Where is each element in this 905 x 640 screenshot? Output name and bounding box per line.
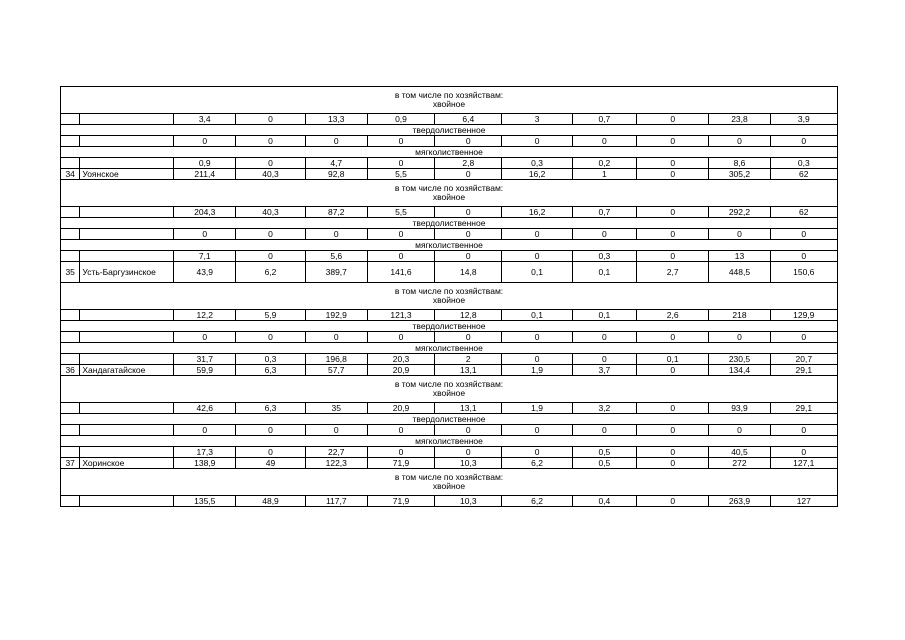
district-name — [80, 332, 174, 343]
value-cell: 389,7 — [305, 262, 367, 283]
value-cell: 0,3 — [572, 251, 636, 262]
value-cell: 0 — [435, 251, 502, 262]
value-cell: 0 — [236, 251, 305, 262]
value-cell: 0 — [435, 207, 502, 218]
value-cell: 211,4 — [174, 169, 236, 180]
subgroup-values-row — [61, 354, 838, 365]
value-cell: 196,8 — [305, 354, 367, 365]
value-cell: 204,3 — [174, 207, 236, 218]
value-cell: 2,7 — [637, 262, 709, 283]
value-cell: 0 — [637, 158, 709, 169]
value-cell: 16,2 — [502, 207, 572, 218]
value-cell: 1,9 — [502, 365, 572, 376]
caption-in-total: в том числе по хозяйствам: — [394, 183, 504, 193]
subgroup-caption-row — [61, 283, 838, 310]
value-cell: 13,3 — [305, 114, 367, 125]
district-name — [80, 229, 174, 240]
value-cell: 0 — [435, 447, 502, 458]
value-cell: 5,9 — [236, 310, 305, 321]
subgroup-values-row — [61, 251, 838, 262]
district-name: Хандагатайское — [80, 365, 174, 376]
district-name — [80, 136, 174, 147]
value-cell: 71,9 — [367, 496, 434, 507]
value-cell: 5,6 — [305, 251, 367, 262]
row-number — [61, 229, 80, 240]
caption-coniferous: хвойное — [432, 481, 466, 491]
district-name: Усть-Баргузинское — [80, 262, 174, 283]
value-cell: 2 — [435, 354, 502, 365]
value-cell: 29,1 — [770, 365, 837, 376]
value-cell: 0 — [770, 136, 837, 147]
value-cell: 0 — [367, 158, 434, 169]
value-cell: 0 — [236, 229, 305, 240]
row-number — [61, 310, 80, 321]
value-cell: 0 — [305, 425, 367, 436]
value-cell: 141,6 — [367, 262, 434, 283]
softwood-caption-row — [61, 436, 838, 447]
value-cell: 0,7 — [572, 207, 636, 218]
value-cell: 2,6 — [637, 310, 709, 321]
caption-in-total: в том числе по хозяйствам: — [394, 379, 504, 389]
value-cell: 13,1 — [435, 403, 502, 414]
subgroup-values-row — [61, 229, 838, 240]
softwood-caption: мягколиственное — [61, 343, 838, 354]
value-cell: 0,2 — [572, 158, 636, 169]
value-cell: 20,9 — [367, 403, 434, 414]
value-cell: 59,9 — [174, 365, 236, 376]
hardwood-caption-row — [61, 218, 838, 229]
value-cell: 0 — [236, 158, 305, 169]
value-cell: 0 — [236, 425, 305, 436]
value-cell: 0,3 — [502, 158, 572, 169]
caption-coniferous: хвойное — [432, 99, 466, 109]
subgroup-caption-row — [61, 87, 838, 114]
hardwood-caption-row — [61, 125, 838, 136]
value-cell: 0 — [174, 136, 236, 147]
district-name — [80, 114, 174, 125]
value-cell: 42,6 — [174, 403, 236, 414]
softwood-caption-row — [61, 147, 838, 158]
subgroup-values-row — [61, 447, 838, 458]
value-cell: 87,2 — [305, 207, 367, 218]
value-cell: 0,1 — [572, 310, 636, 321]
value-cell: 92,8 — [305, 169, 367, 180]
value-cell: 0 — [770, 447, 837, 458]
row-number: 37 — [61, 458, 80, 469]
value-cell: 0 — [502, 136, 572, 147]
value-cell: 6,2 — [502, 458, 572, 469]
row-number: 35 — [61, 262, 80, 283]
softwood-caption: мягколиственное — [61, 436, 838, 447]
subgroup-values-row — [61, 207, 838, 218]
value-cell: 6,3 — [236, 365, 305, 376]
value-cell: 0 — [435, 425, 502, 436]
value-cell: 0 — [637, 136, 709, 147]
value-cell: 448,5 — [709, 262, 770, 283]
value-cell: 12,2 — [174, 310, 236, 321]
value-cell: 0 — [709, 332, 770, 343]
value-cell: 0 — [435, 169, 502, 180]
value-cell: 0 — [367, 136, 434, 147]
row-number: 36 — [61, 365, 80, 376]
value-cell: 305,2 — [709, 169, 770, 180]
value-cell: 0 — [367, 425, 434, 436]
value-cell: 7,1 — [174, 251, 236, 262]
value-cell: 6,3 — [236, 403, 305, 414]
value-cell: 218 — [709, 310, 770, 321]
table-body — [61, 87, 838, 507]
value-cell: 0 — [502, 425, 572, 436]
value-cell: 6,2 — [502, 496, 572, 507]
value-cell: 0 — [236, 447, 305, 458]
value-cell: 40,3 — [236, 169, 305, 180]
value-cell: 0 — [502, 447, 572, 458]
value-cell: 0 — [637, 458, 709, 469]
value-cell: 0 — [305, 332, 367, 343]
subgroup-caption — [61, 376, 838, 403]
value-cell: 129,9 — [770, 310, 837, 321]
value-cell: 22,7 — [305, 447, 367, 458]
subgroup-values-row — [61, 158, 838, 169]
value-cell: 40,5 — [709, 447, 770, 458]
value-cell: 0 — [305, 229, 367, 240]
value-cell: 150,6 — [770, 262, 837, 283]
value-cell: 292,2 — [709, 207, 770, 218]
value-cell: 0 — [367, 447, 434, 458]
value-cell: 4,7 — [305, 158, 367, 169]
value-cell: 6,4 — [435, 114, 502, 125]
value-cell: 20,3 — [367, 354, 434, 365]
value-cell: 0 — [367, 251, 434, 262]
value-cell: 0 — [435, 332, 502, 343]
value-cell: 3,7 — [572, 365, 636, 376]
hardwood-caption: твердолиственное — [61, 321, 838, 332]
softwood-caption: мягколиственное — [61, 240, 838, 251]
value-cell: 8,6 — [709, 158, 770, 169]
caption-in-total: в том числе по хозяйствам: — [394, 90, 504, 100]
subgroup-caption — [61, 469, 838, 496]
value-cell: 0 — [637, 229, 709, 240]
value-cell: 14,8 — [435, 262, 502, 283]
subgroup-values-row — [61, 332, 838, 343]
value-cell: 0,1 — [502, 262, 572, 283]
subgroup-caption — [61, 87, 838, 114]
value-cell: 138,9 — [174, 458, 236, 469]
value-cell: 0,5 — [572, 458, 636, 469]
value-cell: 20,7 — [770, 354, 837, 365]
value-cell: 0 — [637, 251, 709, 262]
value-cell: 0 — [367, 229, 434, 240]
value-cell: 0 — [502, 229, 572, 240]
value-cell: 0 — [502, 332, 572, 343]
value-cell: 0 — [637, 425, 709, 436]
value-cell: 93,9 — [709, 403, 770, 414]
row-number — [61, 114, 80, 125]
subgroup-caption-row — [61, 376, 838, 403]
softwood-caption-row — [61, 240, 838, 251]
row-number — [61, 354, 80, 365]
value-cell: 48,9 — [236, 496, 305, 507]
value-cell: 0 — [637, 496, 709, 507]
district-name: Хоринское — [80, 458, 174, 469]
value-cell: 122,3 — [305, 458, 367, 469]
caption-coniferous: хвойное — [432, 295, 466, 305]
row-number — [61, 207, 80, 218]
district-name — [80, 447, 174, 458]
value-cell: 0 — [709, 229, 770, 240]
value-cell: 57,7 — [305, 365, 367, 376]
value-cell: 62 — [770, 169, 837, 180]
district-row — [61, 262, 838, 283]
row-number — [61, 496, 80, 507]
district-name — [80, 403, 174, 414]
value-cell: 0 — [236, 136, 305, 147]
row-number — [61, 158, 80, 169]
value-cell: 0 — [174, 229, 236, 240]
value-cell: 0 — [174, 332, 236, 343]
value-cell: 13,1 — [435, 365, 502, 376]
value-cell: 3,9 — [770, 114, 837, 125]
value-cell: 16,2 — [502, 169, 572, 180]
value-cell: 3,4 — [174, 114, 236, 125]
value-cell: 62 — [770, 207, 837, 218]
subgroup-values-row — [61, 425, 838, 436]
row-number — [61, 136, 80, 147]
value-cell: 0 — [502, 251, 572, 262]
subgroup-values-row — [61, 310, 838, 321]
value-cell: 192,9 — [305, 310, 367, 321]
value-cell: 0,5 — [572, 447, 636, 458]
value-cell: 0 — [236, 114, 305, 125]
value-cell: 263,9 — [709, 496, 770, 507]
value-cell: 71,9 — [367, 458, 434, 469]
caption-coniferous: хвойное — [432, 192, 466, 202]
value-cell: 0 — [709, 136, 770, 147]
value-cell: 0 — [502, 354, 572, 365]
district-name: Уоянское — [80, 169, 174, 180]
subgroup-caption-row — [61, 469, 838, 496]
value-cell: 230,5 — [709, 354, 770, 365]
value-cell: 0 — [435, 136, 502, 147]
row-number — [61, 425, 80, 436]
district-name — [80, 354, 174, 365]
value-cell: 0,7 — [572, 114, 636, 125]
value-cell: 20,9 — [367, 365, 434, 376]
value-cell: 1,9 — [502, 403, 572, 414]
value-cell: 0 — [637, 403, 709, 414]
value-cell: 0 — [305, 136, 367, 147]
value-cell: 6,2 — [236, 262, 305, 283]
subgroup-values-row — [61, 136, 838, 147]
caption-coniferous: хвойное — [432, 388, 466, 398]
value-cell: 0,1 — [502, 310, 572, 321]
softwood-caption: мягколиственное — [61, 147, 838, 158]
caption-in-total: в том числе по хозяйствам: — [394, 286, 504, 296]
value-cell: 29,1 — [770, 403, 837, 414]
value-cell: 0 — [770, 229, 837, 240]
district-row — [61, 365, 838, 376]
subgroup-caption — [61, 283, 838, 310]
value-cell: 13 — [709, 251, 770, 262]
value-cell: 0 — [637, 332, 709, 343]
value-cell: 0 — [637, 365, 709, 376]
value-cell: 0,3 — [236, 354, 305, 365]
value-cell: 1 — [572, 169, 636, 180]
value-cell: 0 — [637, 207, 709, 218]
value-cell: 272 — [709, 458, 770, 469]
value-cell: 127,1 — [770, 458, 837, 469]
value-cell: 127 — [770, 496, 837, 507]
value-cell: 0 — [770, 425, 837, 436]
value-cell: 0,1 — [572, 262, 636, 283]
district-name — [80, 496, 174, 507]
value-cell: 40,3 — [236, 207, 305, 218]
value-cell: 135,5 — [174, 496, 236, 507]
value-cell: 43,9 — [174, 262, 236, 283]
subgroup-values-row — [61, 496, 838, 507]
value-cell: 0 — [572, 332, 636, 343]
row-number — [61, 447, 80, 458]
value-cell: 23,8 — [709, 114, 770, 125]
value-cell: 0 — [770, 251, 837, 262]
value-cell: 0,4 — [572, 496, 636, 507]
value-cell: 0 — [572, 354, 636, 365]
value-cell: 0,1 — [637, 354, 709, 365]
value-cell: 12,8 — [435, 310, 502, 321]
value-cell: 3 — [502, 114, 572, 125]
value-cell: 0 — [637, 169, 709, 180]
value-cell: 0 — [572, 229, 636, 240]
value-cell: 35 — [305, 403, 367, 414]
hardwood-caption-row — [61, 321, 838, 332]
value-cell: 0 — [174, 425, 236, 436]
value-cell: 0 — [709, 425, 770, 436]
value-cell: 2,8 — [435, 158, 502, 169]
district-row — [61, 169, 838, 180]
row-number — [61, 251, 80, 262]
value-cell: 121,3 — [367, 310, 434, 321]
row-number — [61, 403, 80, 414]
value-cell: 3,2 — [572, 403, 636, 414]
subgroup-caption-row — [61, 180, 838, 207]
forest-data-table — [60, 86, 838, 507]
district-name — [80, 425, 174, 436]
value-cell: 0 — [435, 229, 502, 240]
value-cell: 0 — [572, 425, 636, 436]
district-name — [80, 310, 174, 321]
caption-in-total: в том числе по хозяйствам: — [394, 472, 504, 482]
district-row — [61, 458, 838, 469]
district-name — [80, 207, 174, 218]
subgroup-values-row — [61, 403, 838, 414]
value-cell: 0,3 — [770, 158, 837, 169]
value-cell: 0,9 — [174, 158, 236, 169]
hardwood-caption: твердолиственное — [61, 414, 838, 425]
row-number — [61, 332, 80, 343]
subgroup-caption — [61, 180, 838, 207]
value-cell: 0 — [637, 447, 709, 458]
district-name — [80, 251, 174, 262]
value-cell: 5,5 — [367, 207, 434, 218]
row-number: 34 — [61, 169, 80, 180]
value-cell: 0,9 — [367, 114, 434, 125]
hardwood-caption-row — [61, 414, 838, 425]
value-cell: 5,5 — [367, 169, 434, 180]
value-cell: 31,7 — [174, 354, 236, 365]
value-cell: 0 — [637, 114, 709, 125]
value-cell: 0 — [770, 332, 837, 343]
value-cell: 10,3 — [435, 496, 502, 507]
district-name — [80, 158, 174, 169]
value-cell: 134,4 — [709, 365, 770, 376]
subgroup-values-row — [61, 114, 838, 125]
hardwood-caption: твердолиственное — [61, 218, 838, 229]
value-cell: 10,3 — [435, 458, 502, 469]
value-cell: 117,7 — [305, 496, 367, 507]
softwood-caption-row — [61, 343, 838, 354]
value-cell: 0 — [367, 332, 434, 343]
hardwood-caption: твердолиственное — [61, 125, 838, 136]
value-cell: 0 — [572, 136, 636, 147]
value-cell: 0 — [236, 332, 305, 343]
value-cell: 49 — [236, 458, 305, 469]
value-cell: 17,3 — [174, 447, 236, 458]
